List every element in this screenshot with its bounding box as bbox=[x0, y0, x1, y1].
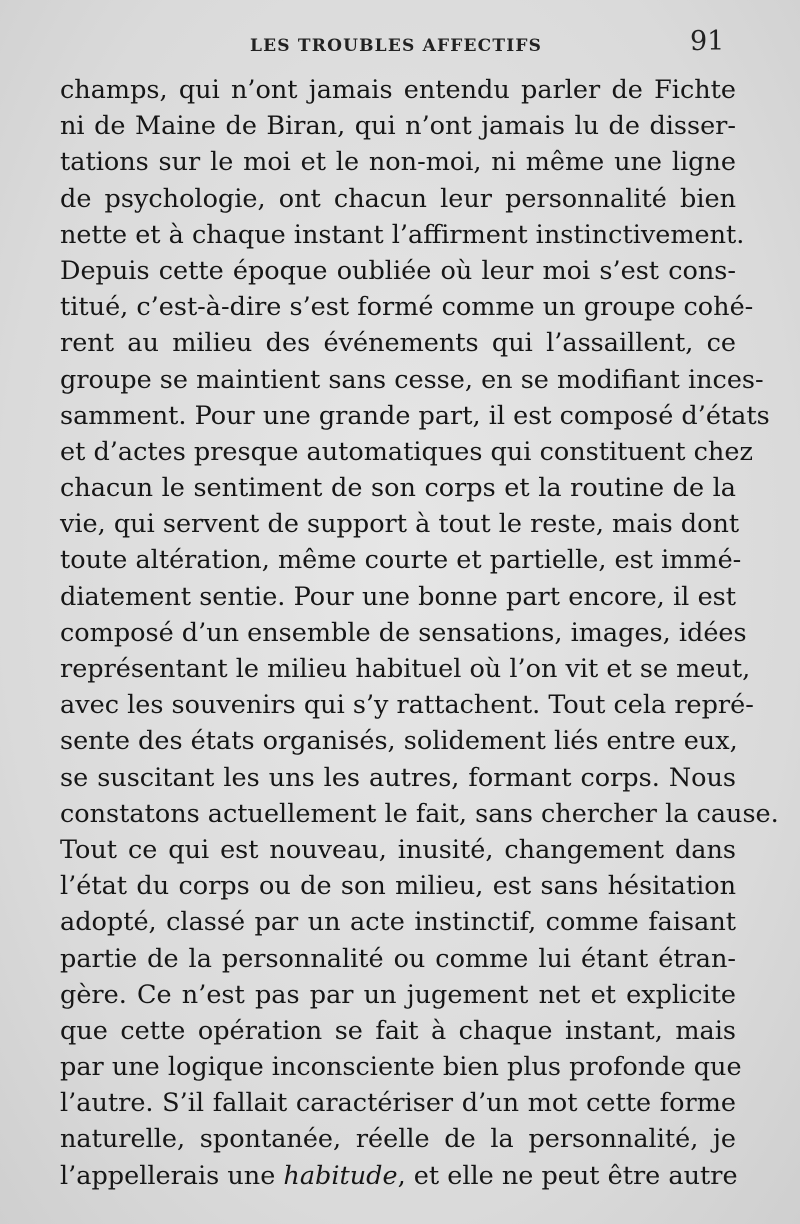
text-line: chacun le sentiment de son corps et la routine de la bbox=[60, 473, 736, 504]
text-line: sente des états organisés, solidement liés entre eux, bbox=[60, 726, 738, 757]
page-number: 91 bbox=[690, 26, 725, 57]
text-line: Depuis cette époque oubliée où leur moi s’est cons- bbox=[60, 255, 736, 286]
text-line: rent au milieu des événements qui l’assaillent, ce bbox=[60, 328, 736, 359]
text-line: avec les souvenirs qui s’y rattachent. Tout cela repré- bbox=[60, 690, 754, 721]
text-line: tations sur le moi et le non-moi, ni même une ligne bbox=[60, 147, 736, 178]
text-line: constatons actuellement le fait, sans chercher la cause. bbox=[60, 798, 779, 829]
text-line: de psychologie, ont chacun leur personnalité bien bbox=[60, 183, 736, 214]
text-line: samment. Pour une grande part, il est composé d’états bbox=[60, 400, 770, 431]
text-line: l’autre. S’il fallait caractériser d’un mot cette forme bbox=[60, 1088, 736, 1119]
text-line: toute altération, même courte et partielle, est immé- bbox=[60, 545, 742, 576]
running-title: LES TROUBLES AFFECTIFS bbox=[250, 36, 543, 56]
text-line: naturelle, spontanée, réelle de la personnalité, je bbox=[60, 1124, 736, 1155]
text-line: diatement sentie. Pour une bonne part encore, il est bbox=[60, 581, 736, 612]
text-line: par une logique inconsciente bien plus profonde que bbox=[60, 1052, 742, 1083]
text-line: composé d’un ensemble de sensations, images, idées bbox=[60, 617, 747, 648]
text-line: l’état du corps ou de son milieu, est sans hésitation bbox=[60, 871, 736, 902]
text-line: groupe se maintient sans cesse, en se modifiant inces- bbox=[60, 364, 764, 395]
text-line: représentant le milieu habituel où l’on vit et se meut, bbox=[60, 654, 751, 684]
text-line: titué, c’est-à-dire s’est formé comme un groupe cohé- bbox=[60, 292, 754, 323]
text-line: et d’actes presque automatiques qui constituent chez bbox=[60, 436, 753, 467]
text-line bbox=[60, 1158, 736, 1194]
emphasis-word: habitude bbox=[283, 1160, 398, 1191]
text-line: partie de la personnalité ou comme lui étant étran- bbox=[60, 943, 736, 974]
text-line: nette et à chaque instant l’affirment instinctivement. bbox=[60, 219, 745, 250]
text-line: gère. Ce n’est pas par un jugement net et explicite bbox=[60, 979, 736, 1010]
text-line: se suscitant les uns les autres, formant corps. Nous bbox=[60, 762, 736, 793]
text-line: champs, qui n’ont jamais entendu parler de Fichte bbox=[60, 75, 736, 105]
text-span: , et elle ne peut être autre bbox=[397, 1160, 738, 1191]
text-line: ni de Maine de Biran, qui n’ont jamais lu de disser- bbox=[60, 111, 736, 142]
text-line: que cette opération se fait à chaque instant, mais bbox=[60, 1015, 736, 1046]
body-paragraph bbox=[60, 72, 779, 1194]
text-line: Tout ce qui est nouveau, inusité, changement dans bbox=[60, 834, 736, 865]
text-span: l’appellerais une bbox=[60, 1160, 276, 1191]
text-line: adopté, classé par un acte instinctif, comme faisant bbox=[60, 907, 736, 938]
text-line: vie, qui servent de support à tout le reste, mais dont bbox=[60, 509, 740, 540]
